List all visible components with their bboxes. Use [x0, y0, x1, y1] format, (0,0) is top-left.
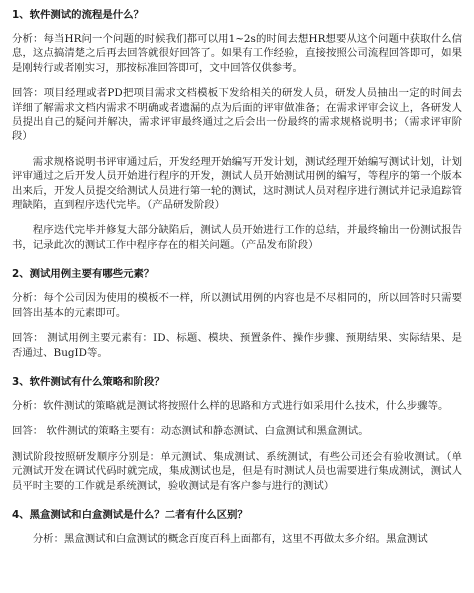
section-1-analysis: 分析：每当HR问一个问题的时候我们都可以用1~2s的时间去想HR想要从这个问题中获取什么信息，这点搞清楚之后再去回答就很好回答了。如果有工作经验，直接按照公司流程回答即可，如果是刚转行或者刚实习，那按标准回答即可，文中回答仅供参考。 [12, 33, 462, 74]
section-2-heading: 2、测试用例主要有哪些元素？ [12, 268, 155, 281]
section-4-analysis: 分析：黑盒测试和白盒测试的概念百度百科上面都有，这里不再做太多介绍。黑盒测试 [32, 532, 428, 545]
section-3-answer: 回答： 软件测试的策略主要有：动态测试和静态测试、白盒测试和黑盒测试。 [12, 425, 369, 438]
section-1-development-phase: 需求规格说明书评审通过后，开发经理开始编写开发计划，测试经理开始编写测试计划，计划评审通过之后开发人员开始进行程序的开发，测试人员开始测试用例的编写，等程序的第一个版本出来后，开发人员提交给测试人员进行第一轮的测试，这时测试人员对程序进行测试并记录追踪管理缺陷，直到程序迭代完毕。（产品研发阶段） [12, 155, 462, 212]
section-3-heading: 3、软件测试有什么策略和阶段？ [12, 375, 165, 388]
section-1-heading: 1、软件测试的流程是什么？ [12, 9, 144, 21]
section-1-answer: 回答：项目经理或者PD把项目需求文档模板下发给相关的研发人员，研发人员抽出一定的时间去详细了解需求文档内需求不明确或者遗漏的点为后面的评审做准备；在需求评审会议上，各研发人员提出自己的疑问并解决，需求评审最终通过之后会出一份最终的需求规格说明书；（需求评审阶段） [12, 87, 462, 143]
section-1-release-phase: 程序迭代完毕并修复大部分缺陷后，测试人员开始进行工作的总结，并最终输出一份测试报告书，记录此次的测试工作中程序存在的相关问题。（产品发布阶段） [12, 224, 462, 251]
section-2-analysis: 分析：每个公司因为使用的模板不一样，所以测试用例的内容也是不尽相同的，所以回答时只需要回答出基本的元素即可。 [12, 292, 462, 319]
section-3-analysis: 分析：软件测试的策略就是测试将按照什么样的思路和方式进行如采用什么技术，什么步骤等。 [12, 399, 449, 412]
section-4-heading: 4、黑盒测试和白盒测试是什么？二者有什么区别？ [12, 508, 248, 521]
section-2-answer: 回答： 测试用例主要元素有：ID、标题、模块、预置条件、操作步骤、预期结果、实际结果、是否通过、BugID等。 [12, 332, 462, 359]
section-3-test-stages: 测试阶段按照研发顺序分别是：单元测试、集成测试、系统测试，有些公司还会有验收测试。（单元测试开发在调试代码时就完成，集成测试也是，但是有时测试人员也需要进行集成测试，测试人员平时主要的工作就是系统测试，验收测试是有客户参与进行的测试） [12, 450, 462, 492]
